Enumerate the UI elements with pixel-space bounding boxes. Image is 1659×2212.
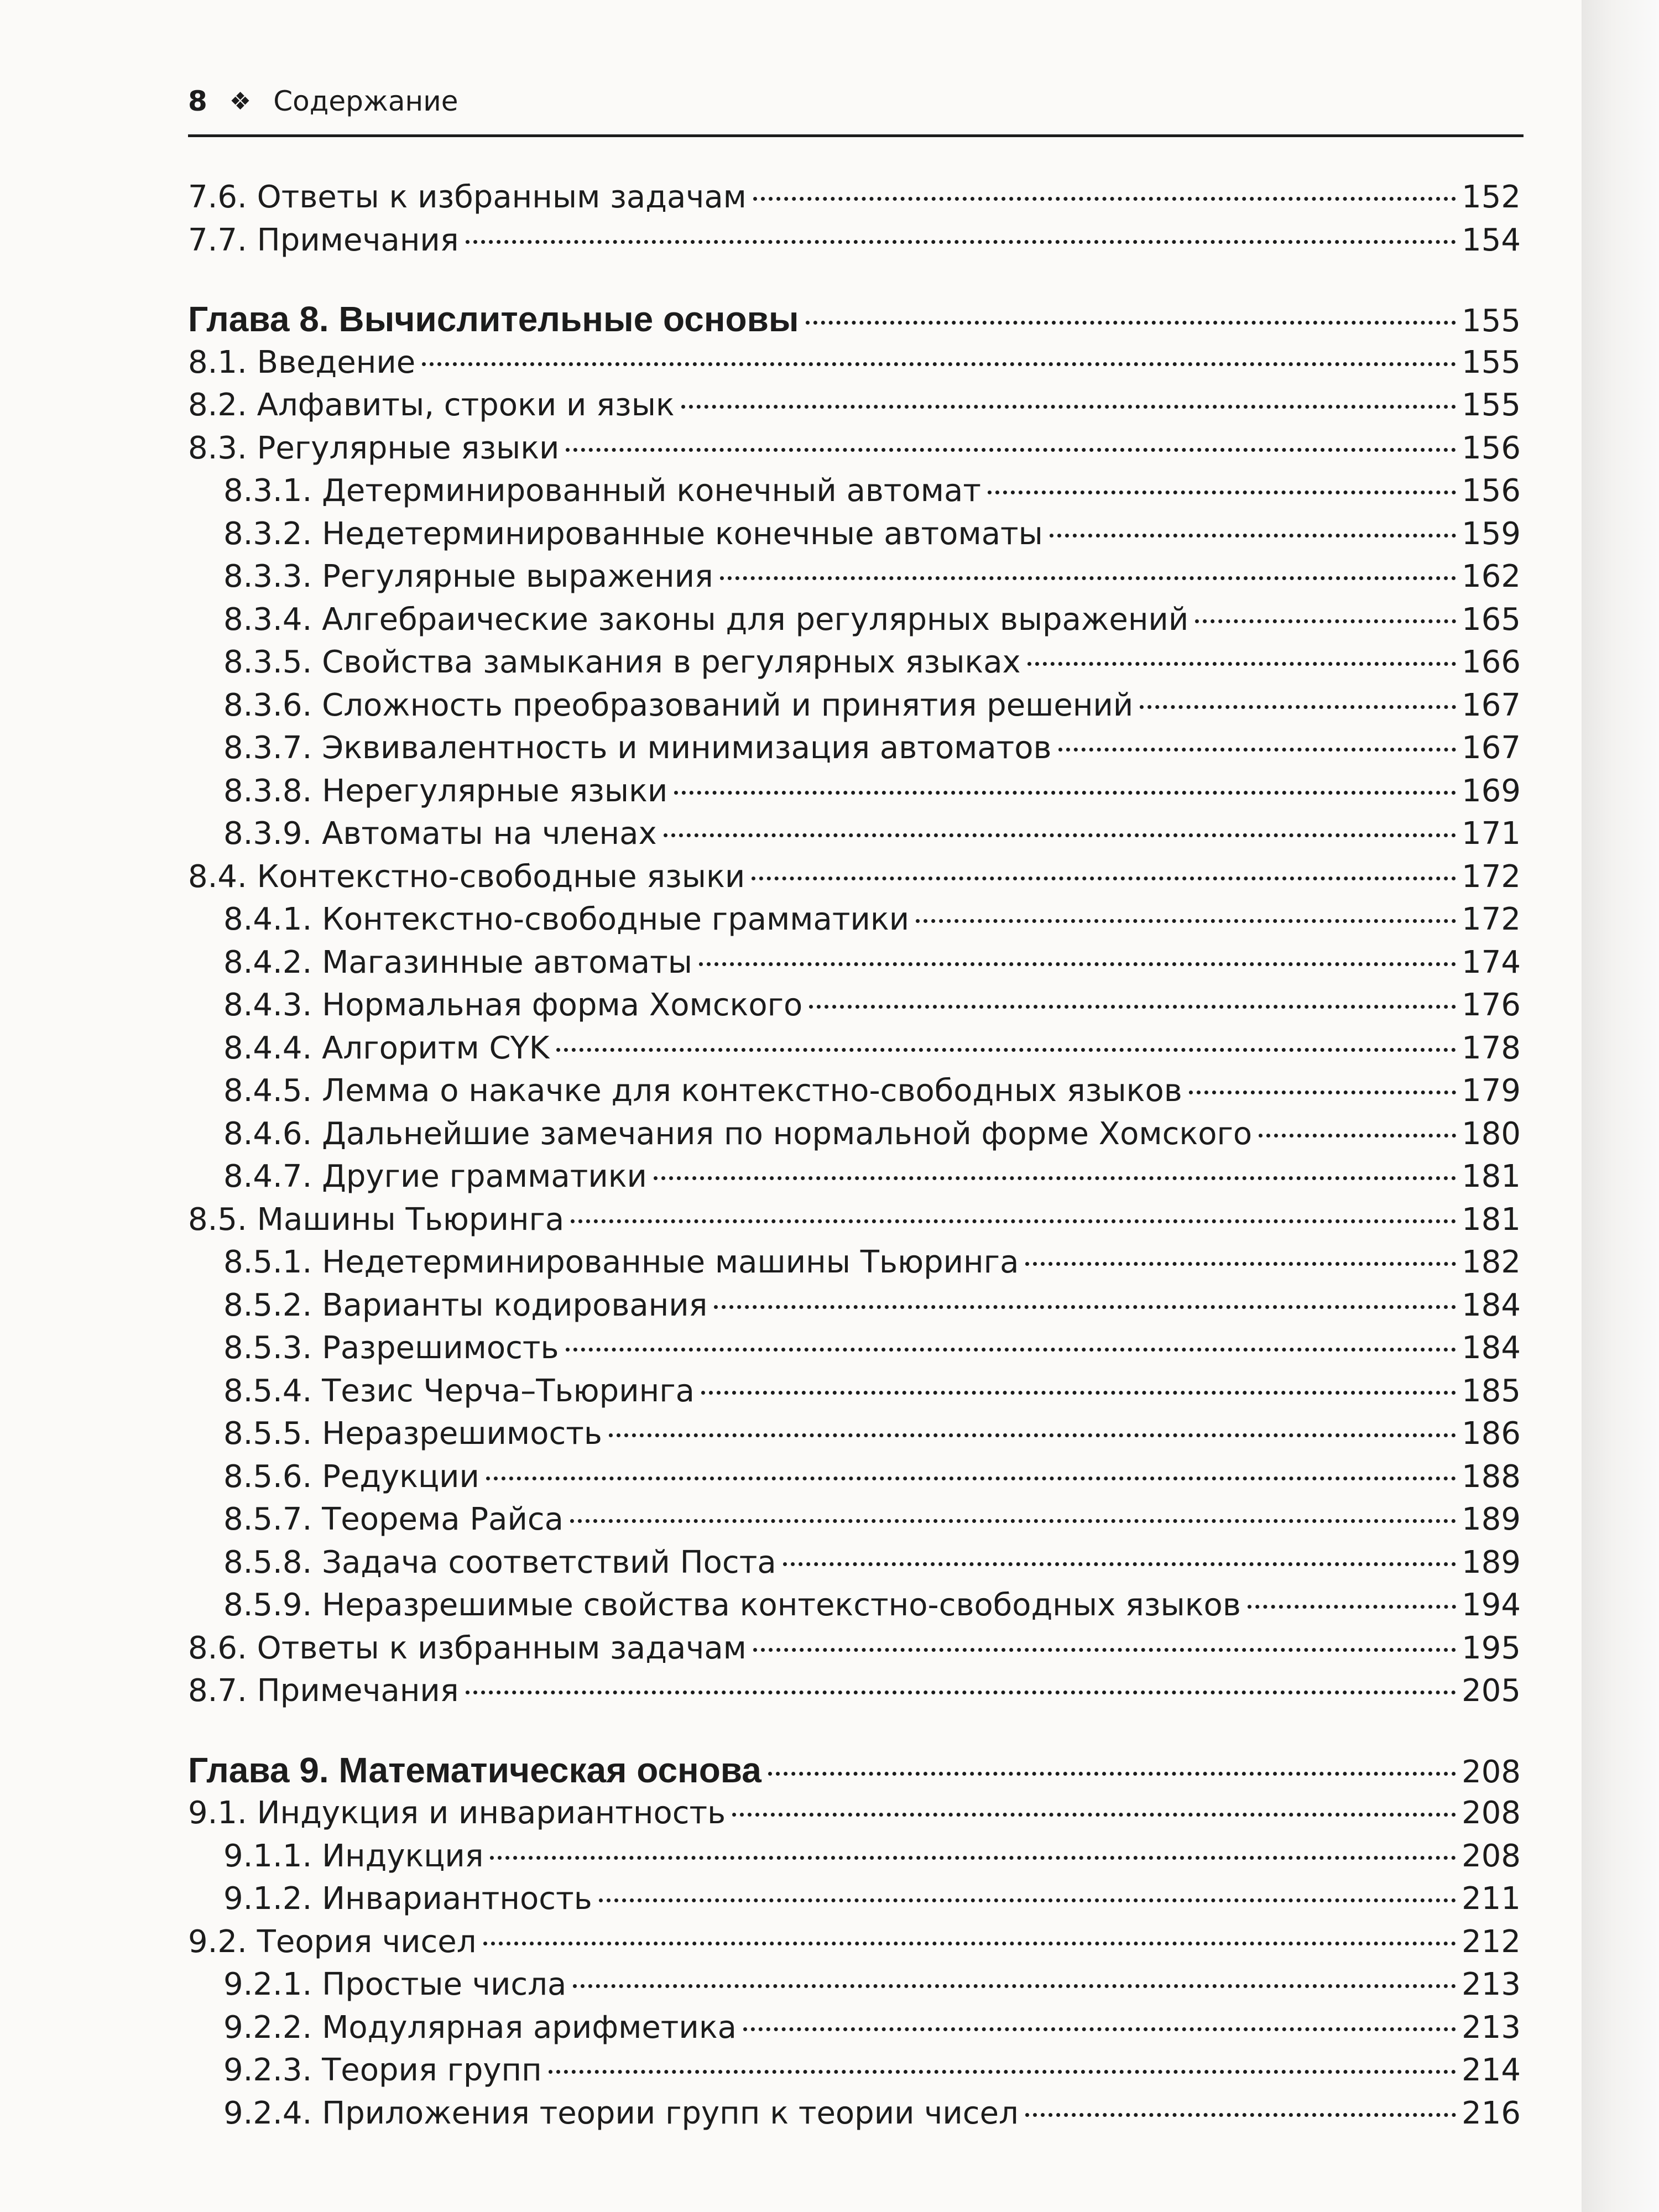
toc-entry-title: 8.5.1. Недетерминированные машины Тьюринга [223,1244,1019,1280]
dot-leader [1195,619,1456,623]
toc-entry [188,1370,1521,1413]
toc-entry-page: 208 [1462,1754,1521,1790]
dot-leader [1025,2113,1456,2117]
toc-entry-page: 213 [1462,2009,1521,2046]
dot-leader [1027,662,1456,666]
dot-leader [753,1648,1456,1652]
dot-leader [783,1562,1456,1566]
toc-entry [188,555,1521,598]
toc-entry-page: 176 [1462,987,1521,1023]
toc-entry [188,469,1521,513]
toc-entry-title: 8.3.2. Недетерминированные конечные автоматы [223,515,1043,552]
toc-entry-title: 8.6. Ответы к избранным задачам [188,1630,747,1666]
toc-entry [188,2092,1521,2135]
toc-entry [188,341,1521,384]
toc-entry-title: 8.3.3. Регулярные выражения [223,559,713,594]
toc-entry-page: 194 [1462,1587,1521,1623]
dot-leader [701,1391,1456,1395]
dot-leader [466,1691,1457,1694]
toc-entry-title: Глава 9. Математическая основа [188,1750,761,1790]
toc-entry-page: 181 [1462,1159,1521,1194]
toc-entry [188,598,1521,641]
toc-entry-page: 195 [1462,1630,1521,1666]
page-number: 8 [188,85,207,117]
toc-entry-title: 7.7. Примечания [188,222,459,258]
toc-entry-title: 9.2.2. Модулярная арифметика [223,2009,737,2046]
dot-leader [422,362,1456,366]
toc-entry-title: 8.1. Введение [188,344,416,380]
toc-entry-page: 189 [1462,1501,1521,1537]
toc-entry-page: 181 [1462,1201,1521,1238]
toc-entry-title: 8.3.7. Эквивалентность и минимизация автоматов [223,730,1052,766]
toc-entry-title: 8.4.7. Другие грамматики [223,1159,647,1194]
toc-entry [188,219,1521,262]
toc-entry [188,727,1521,770]
toc-entry-title: 8.5.6. Редукции [223,1458,479,1495]
toc-entry-title: 8.5.7. Теорема Райса [223,1501,564,1537]
toc-entry-page: 174 [1462,944,1521,980]
running-head-title: Содержание [273,85,458,117]
toc-chapter-entry [188,1749,1521,1792]
dot-leader [486,1477,1456,1480]
toc-entry-page: 180 [1462,1115,1521,1152]
toc-entry [188,812,1521,855]
toc-entry [188,1670,1521,1713]
toc-entry [188,1027,1521,1070]
dot-leader [1050,534,1456,538]
dot-leader [566,448,1456,452]
toc-entry-page: 159 [1462,515,1521,552]
dot-leader [674,791,1456,795]
toc-entry-title: 8.4.5. Лемма о накачке для контекстно-свободных языков [223,1073,1182,1109]
toc-entry-title: 8.3.1. Детерминированный конечный автомат [223,473,981,509]
table-of-contents [188,176,1521,2135]
toc-entry-title: 8.5.8. Задача соответствий Поста [223,1544,776,1580]
toc-entry-title: 9.1. Индукция и инвариантность [188,1795,726,1831]
toc-entry-page: 189 [1462,1544,1521,1580]
toc-entry-page: 155 [1462,344,1521,380]
toc-entry [188,1835,1521,1878]
toc-entry [188,427,1521,470]
toc-entry [188,1792,1521,1835]
toc-entry-page: 211 [1462,1881,1521,1917]
toc-entry [188,1155,1521,1198]
dot-leader [988,491,1456,494]
toc-entry [188,1412,1521,1455]
toc-entry [188,1113,1521,1156]
toc-entry-page: 184 [1462,1330,1521,1366]
toc-entry-page: 155 [1462,303,1521,339]
toc-entry [188,1921,1521,1964]
toc-entry-title: 8.4.2. Магазинные автоматы [223,944,692,980]
toc-entry [188,1327,1521,1370]
toc-entry [188,684,1521,727]
dot-leader [483,1942,1457,1945]
dot-leader [753,197,1456,201]
toc-entry-page: 171 [1462,816,1521,852]
toc-entry [188,898,1521,941]
toc-entry-title: 8.2. Алфавиты, строки и язык [188,387,675,423]
dot-leader [809,1005,1456,1009]
toc-entry [188,2006,1521,2049]
dot-leader [1248,1605,1456,1609]
toc-entry [188,384,1521,427]
toc-entry-title: 8.7. Примечания [188,1673,459,1709]
toc-entry [188,1241,1521,1284]
toc-entry [188,2049,1521,2092]
toc-entry-page: 212 [1462,1923,1521,1960]
toc-entry-page: 156 [1462,473,1521,509]
toc-entry [188,1284,1521,1327]
dot-leader [466,240,1457,244]
toc-entry-page: 184 [1462,1287,1521,1323]
toc-entry [188,1455,1521,1499]
dot-leader [752,877,1456,880]
toc-entry-page: 179 [1462,1073,1521,1109]
toc-entry-page: 169 [1462,773,1521,809]
dot-leader [654,1176,1456,1180]
dot-leader [1140,705,1456,709]
toc-entry-title: 8.3.4. Алгебраические законы для регулярных выражений [223,601,1189,638]
dot-leader [732,1813,1456,1817]
toc-entry [188,941,1521,984]
chapter-gap [188,1713,1521,1749]
toc-entry [188,770,1521,813]
toc-entry-title: 8.3.6. Сложность преобразований и принятия решений [223,687,1134,723]
toc-entry-page: 208 [1462,1838,1521,1874]
toc-entry-title: 8.4.4. Алгоритм CYK [223,1030,550,1066]
toc-entry-page: 188 [1462,1458,1521,1495]
dot-leader [490,1856,1456,1860]
dot-leader [549,2070,1456,2074]
toc-entry-title: 8.5.5. Неразрешимость [223,1416,602,1452]
toc-entry-title: 8.4.6. Дальнейшие замечания по нормальной форме Хомского [223,1115,1253,1152]
toc-entry-title: 8.5.3. Разрешимость [223,1330,559,1366]
toc-entry-title: 9.1.1. Индукция [223,1838,484,1874]
toc-entry [188,513,1521,556]
dot-leader [681,405,1456,409]
toc-entry-page: 185 [1462,1373,1521,1409]
toc-entry [188,1877,1521,1921]
toc-entry [188,855,1521,899]
toc-entry-title: 8.3.9. Автоматы на членах [223,816,657,852]
toc-entry [188,1627,1521,1670]
page-edge [1582,0,1659,2212]
toc-entry [188,1070,1521,1113]
toc-entry-page: 208 [1462,1795,1521,1831]
toc-entry-page: 152 [1462,179,1521,215]
toc-entry-page: 205 [1462,1673,1521,1709]
dot-leader [609,1433,1456,1437]
dot-leader [1025,1262,1456,1266]
toc-entry-title: 8.5. Машины Тьюринга [188,1201,565,1238]
toc-entry-title: 9.2.1. Простые числа [223,1966,567,2002]
dot-leader [570,1519,1456,1523]
toc-entry [188,641,1521,684]
dot-leader [556,1048,1457,1052]
ornament-icon: ❖ [229,87,252,116]
dot-leader [571,1219,1456,1223]
dot-leader [566,1348,1457,1352]
toc-entry [188,176,1521,219]
toc-entry-title: 8.3.5. Свойства замыкания в регулярных языках [223,644,1021,680]
toc-entry [188,1198,1521,1241]
dot-leader [806,321,1457,325]
dot-leader [916,919,1456,923]
toc-entry [188,1498,1521,1541]
toc-entry-page: 166 [1462,644,1521,680]
toc-entry-page: 178 [1462,1030,1521,1066]
dot-leader [1259,1134,1456,1138]
dot-leader [720,576,1456,580]
toc-entry-title: 8.4.1. Контекстно-свободные грамматики [223,901,910,937]
toc-entry-page: 167 [1462,730,1521,766]
toc-entry-page: 213 [1462,1966,1521,2002]
dot-leader [768,1772,1456,1776]
toc-entry-page: 216 [1462,2095,1521,2131]
dot-leader [664,833,1456,837]
toc-entry-title: 9.2.4. Приложения теории групп к теории чисел [223,2095,1019,2131]
running-head [188,82,458,121]
toc-entry-title: 8.3.8. Нерегулярные языки [223,773,668,809]
toc-entry [188,984,1521,1027]
toc-entry-title: 8.5.4. Тезис Черча–Тьюринга [223,1373,695,1409]
toc-entry-page: 214 [1462,2052,1521,2088]
toc-entry-page: 182 [1462,1244,1521,1280]
toc-entry-page: 156 [1462,430,1521,466]
dot-leader [699,962,1456,966]
chapter-gap [188,262,1521,298]
toc-entry-title: 8.5.9. Неразрешимые свойства контекстно-свободных языков [223,1587,1241,1623]
toc-entry-title: 8.5.2. Варианты кодирования [223,1287,708,1323]
dot-leader [743,2027,1456,2031]
header-rule [188,134,1524,137]
toc-entry [188,1963,1521,2006]
toc-entry-title: 9.2. Теория чисел [188,1923,477,1960]
toc-chapter-entry [188,298,1521,341]
toc-entry-page: 154 [1462,222,1521,258]
toc-entry-title: 8.4. Контекстно-свободные языки [188,858,745,895]
dot-leader [599,1898,1456,1902]
toc-entry-title: 8.4.3. Нормальная форма Хомского [223,987,803,1023]
toc-entry [188,1541,1521,1584]
toc-entry-page: 165 [1462,601,1521,638]
toc-entry-page: 167 [1462,687,1521,723]
toc-entry-title: 8.3. Регулярные языки [188,430,560,466]
toc-entry-page: 172 [1462,858,1521,895]
toc-entry-title: 9.1.2. Инвариантность [223,1881,592,1917]
toc-entry-title: Глава 8. Вычислительные основы [188,299,799,339]
dot-leader [573,1984,1456,1988]
dot-leader [714,1305,1456,1309]
toc-entry-page: 186 [1462,1416,1521,1452]
dot-leader [1058,748,1457,752]
toc-entry-page: 172 [1462,901,1521,937]
dot-leader [1189,1091,1456,1094]
toc-entry-page: 155 [1462,387,1521,423]
toc-entry-page: 162 [1462,559,1521,594]
toc-entry-title: 9.2.3. Теория групп [223,2052,542,2088]
toc-entry [188,1584,1521,1627]
toc-entry-title: 7.6. Ответы к избранным задачам [188,179,747,215]
